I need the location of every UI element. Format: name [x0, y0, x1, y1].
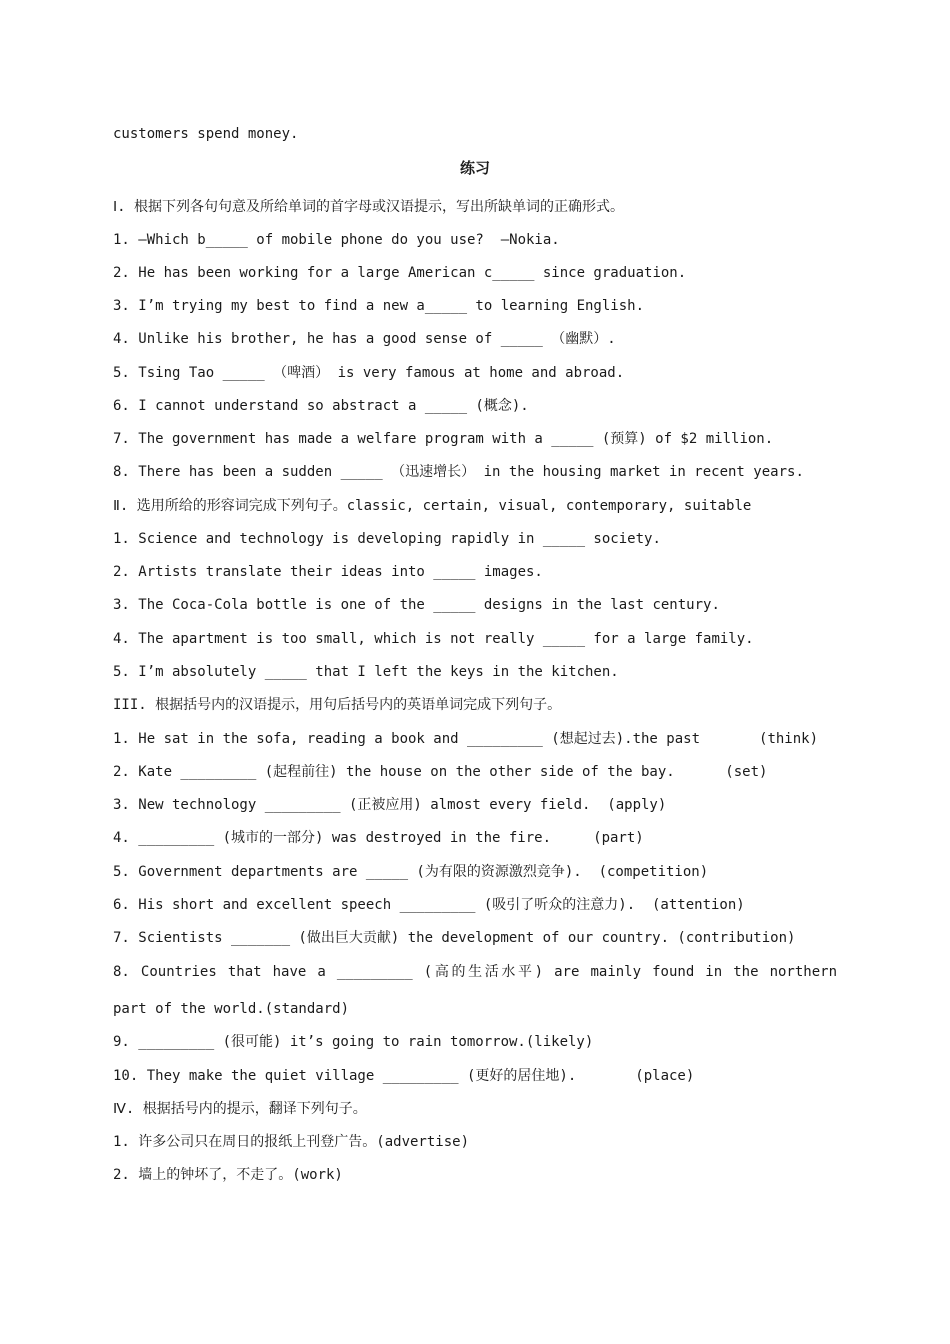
- s2-item-5: 5. I’m absolutely _____ that I left the keys in the kitchen.: [113, 664, 619, 680]
- page-title: 练习: [459, 159, 490, 177]
- s3-item-5: 5. Government departments are _____ (为有限的资源激烈竞争). (competition): [113, 864, 709, 880]
- s1-item-1: 1. —Which b_____ of mobile phone do you use? —Nokia.: [113, 232, 560, 248]
- s3-item-8-continued: part of the world.(standard): [113, 1001, 350, 1017]
- s1-item-6: 6. I cannot understand so abstract a _____ (概念).: [113, 398, 529, 414]
- s2-item-4: 4. The apartment is too small, which is not really _____ for a large family.: [113, 631, 754, 647]
- s1-item-8: 8. There has been a sudden _____ （迅速增长） in the housing market in recent years.: [113, 464, 804, 480]
- s2-item-2: 2. Artists translate their ideas into _____ images.: [113, 564, 543, 580]
- s3-item-10: 10. They make the quiet village _________ (更好的居住地). (place): [113, 1068, 695, 1084]
- s2-item-1: 1. Science and technology is developing rapidly in _____ society.: [113, 531, 661, 547]
- s2-item-3: 3. The Coca-Cola bottle is one of the _____ designs in the last century.: [113, 597, 720, 613]
- section-3-heading: III. 根据括号内的汉语提示，用句后括号内的英语单词完成下列句子。: [113, 697, 562, 713]
- s4-item-2: 2. 墙上的钟坏了，不走了。(work): [113, 1167, 343, 1183]
- s1-item-3: 3. I’m trying my best to find a new a_____ to learning English.: [113, 298, 645, 314]
- s3-item-2: 2. Kate _________ (起程前往) the house on the other side of the bay. (set): [113, 764, 768, 780]
- s3-item-4: 4. _________ (城市的一部分) was destroyed in the fire. (part): [113, 830, 644, 846]
- s1-item-5: 5. Tsing Tao _____ （啤酒） is very famous at home and abroad.: [113, 365, 625, 381]
- s3-item-9: 9. _________ (很可能) it’s going to rain tomorrow.(likely): [113, 1034, 594, 1050]
- intro-fragment: customers spend money.: [113, 126, 299, 142]
- s3-item-1: 1. He sat in the sofa, reading a book and _________ (想起过去).the past (think): [113, 731, 819, 747]
- s3-item-3: 3. New technology _________ (正被应用) almost every field. (apply): [113, 797, 667, 813]
- s1-item-4: 4. Unlike his brother, he has a good sense of _____ （幽默）.: [113, 331, 616, 347]
- s3-item-8: 8. Countries that have a _________ (高的生活水平) are mainly found in the northern: [113, 964, 837, 980]
- s4-item-1: 1. 许多公司只在周日的报纸上刊登广告。(advertise): [113, 1134, 470, 1150]
- s1-item-7: 7. The government has made a welfare program with a _____ (预算) of $2 million.: [113, 431, 774, 447]
- s3-item-7: 7. Scientists _______ (做出巨大贡献) the development of our country. (contribution): [113, 930, 796, 946]
- section-2-heading: Ⅱ. 选用所给的形容词完成下列句子。classic, certain, visual, contemporary, suitable: [113, 498, 752, 514]
- section-1-heading: Ⅰ. 根据下列各句句意及所给单词的首字母或汉语提示，写出所缺单词的正确形式。: [113, 199, 624, 215]
- s1-item-2: 2. He has been working for a large American c_____ since graduation.: [113, 265, 687, 281]
- s3-item-6: 6. His short and excellent speech _________ (吸引了听众的注意力). (attention): [113, 897, 745, 913]
- section-4-heading: Ⅳ. 根据括号内的提示，翻译下列句子。: [113, 1101, 367, 1117]
